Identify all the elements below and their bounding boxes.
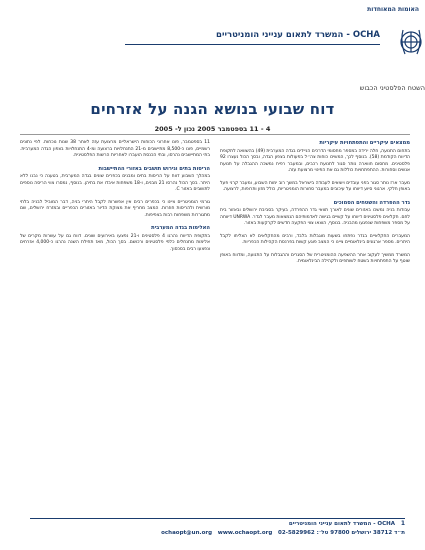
footer-email-link[interactable]: ochaopt@un.org [161, 530, 212, 536]
footer-address: ת״ד 38712 ירושלים 97800 טל׳: 02-5829962 [278, 530, 405, 536]
section-paragraph: המשרד ממשיך לעקוב אחר ההשפעה ההומניטרית של הסגרים וההגבלות על התנועה, ומדווח באופן שוטף על התפתחויות בשטח לשותפים ולקהילה הבינלאומית. [220, 252, 410, 264]
section-paragraph: 11 בספטמבר, פונו אחרוני הכוחות הישראליים מרצועת עזה לאחר 38 שנות נוכחות. לפי נתונים רשמיים, פונו כ-8,500 מתיישבים מ-21 התנחלויות ברצועה ומ-4 התנחלויות בצפון הגדה המערבית. בתי המתיישבים נהרסו, ובתי הכנסת הועברו לאחריות הרשות הפלסטינית. [20, 140, 211, 158]
footer-divider [30, 518, 405, 519]
un-emblem-icon [400, 20, 422, 72]
page-header [0, 0, 425, 90]
territory-label: השטח הפלסטיני הכבוש [359, 84, 425, 92]
section-heading: ממצאים עיקריים והתפתחויות עיקריות [319, 140, 410, 146]
title-divider [20, 134, 410, 135]
section-heading: הריסות בתים וגירוש תושבים באזורי ההתיישבות [98, 165, 210, 172]
footer-website-link[interactable]: www.ochaopt.org [217, 530, 273, 536]
footer-org: OCHA - המשרד לתאום ענייני הומניטריים [288, 521, 395, 527]
section-paragraph: מעבר ארז נותר סגור בפני עובדים ויוצאים לעבודה בישראל במשך רוב ימות השבוע, ומעבר קרני פעל באופן חלקי. ארגוני סיוע דיווחו על עיכובים במעבר סחורות הומניטריות, כולל מזון ותרופות, לרצועה. [220, 180, 410, 192]
section-paragraph: גורמי הומניטריים ציינו כי בכפרים רבים אין אפשרות לקבל היתרי בניה, דבר המוביל לבניה בלתי מורשית ולהריסות חוזרות. המצב מחריף את מצוקת הדיור באזורים הכפריים ובמזרח ירושלים, שם מתגוררות משפחות רבות בצפיפות. [20, 199, 210, 218]
section-paragraph: בתחום התנועה, חלה ירידה במספר מחסומי הדרכים הניידים בגדה המערבית (49) בהשוואה לתקופת הדיווח הקודמת (58). בנוסף לכך, המשיכו כוחות צה״ל בפעולות בצפון הגדה, ובסך הכול נעצרו 92 פלסטינים. מחסום חווארה נותר סגור לתנועת רכבים, ובמעבר רפיח נמשכה ההגבלה על תנועת אנשים וסחורות. ההתפתחויות כוללות גם את הפינוי מרצועת עזה. [220, 148, 411, 173]
right-column [220, 140, 410, 272]
document-title: דוח שבועי בנושא הגנה על אזרחים [90, 100, 335, 118]
section-paragraph: המעברים החקלאיים בגדר נפתחו בשעות מוגבלות בלבד, ורבים מהחקלאים לא הצליחו לקבל היתרים. מספר ארגונים בינלאומיים ציינו כי המצב פוגע קשות בפרנסת הקהילות הכפריות. [220, 233, 410, 245]
section-paragraph: במהלך השבוע דווח על הריסות בתים ומבנים בכפרים שונים בגדה המערבית, בטענה כי נבנו ללא היתר. בסך הכול נהרסו 21 מבנים, ו-18 משפחות איבדו את בתיהן. בנוסף, נמסרו צווי הריסה נוספים לתושבים באזור C. [20, 174, 211, 192]
section-heading: גדר ההפרדה והשטחים הסמוכים [333, 199, 410, 206]
un-label: האומות המאוחדות [367, 6, 419, 13]
left-column [20, 140, 210, 259]
header-divider [125, 44, 380, 45]
page-number: 1 [400, 520, 405, 527]
section-paragraph: עבודות בניה נמשכו באזורים שונים לאורך תוואי גדר ההפרדה, בעיקר בסביבת ירושלים ובאזור בית לחם. חקלאים פלסטינים דיווחו על קשיים בגישה לאדמותיהם הנמצאות מעבר לגדר. UNRWA דיווחה על מספר משפחות שנפגעו מהבניה. בנוסף, הוצאו צווי הפקעה חדשים לקרקעות באזור. [220, 208, 410, 226]
ocha-title: OCHA - המשרד לתאום ענייני הומניטריים [216, 30, 380, 40]
report-dates: 4 - 11 בספטמבר 2005 נכון ל- 2005 [154, 125, 271, 133]
footer-contact [161, 530, 405, 536]
section-paragraph: בתקופת הדיווח נהרגו 4 פלסטינים ו-21 נפצעו באירועים שונים. דווח גם על עשרות מקרים של אלימות מתנחלים כלפי פלסטינים ורכושם. בסך הכול, מאז תחילת השנה נהרגו כ-4,000 אזרחים ונפצעו רבים בסכסוך. [20, 233, 211, 252]
section-heading: האלימות בגדה המערבית [151, 225, 210, 231]
page-footer [0, 518, 425, 550]
